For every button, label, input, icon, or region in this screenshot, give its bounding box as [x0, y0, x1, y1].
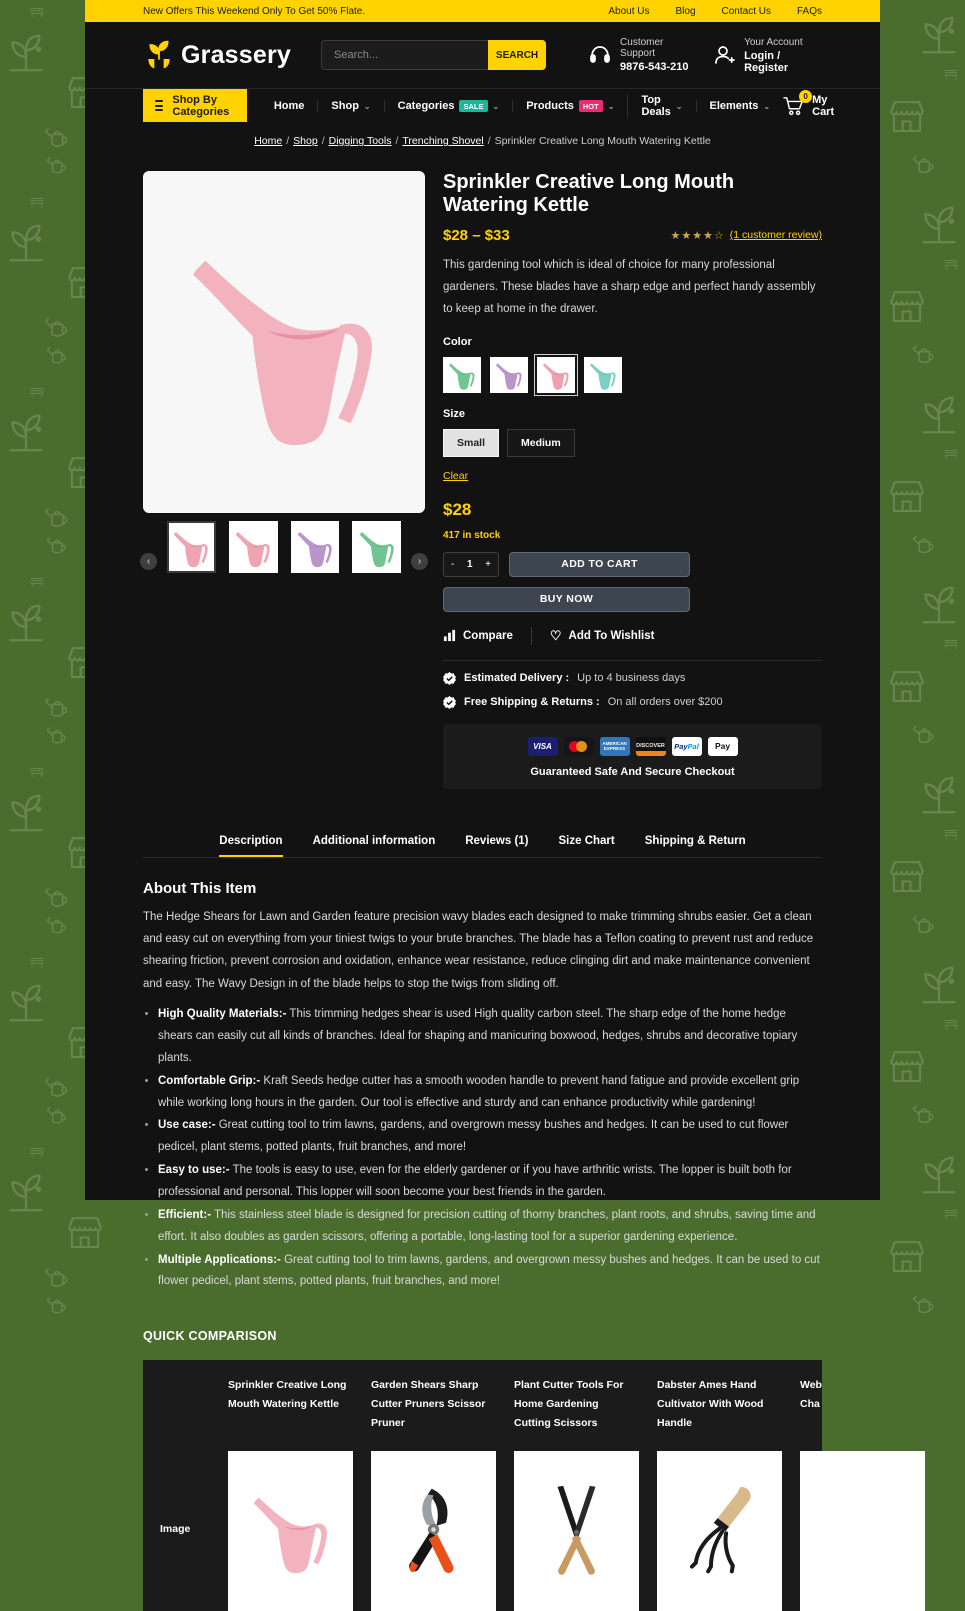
gallery-thumbnails	[143, 521, 425, 573]
comparison-image-cell	[800, 1447, 943, 1611]
comparison-product-image-pruner	[371, 1451, 496, 1611]
qty-value: 1	[466, 558, 473, 570]
can-pattern-icon	[44, 912, 70, 943]
sprout-pattern-icon	[3, 220, 49, 271]
top-promo-bar	[85, 0, 880, 22]
breadcrumb-link-trenching-shovel[interactable]: Trenching Shovel	[402, 135, 484, 147]
bench-pattern-icon	[942, 1016, 960, 1039]
breadcrumb-separator: /	[395, 135, 399, 147]
store-pattern-icon	[886, 1236, 928, 1283]
brand-name: Grassery	[181, 40, 292, 69]
can-pattern-icon	[44, 152, 70, 183]
bench-pattern-icon	[28, 384, 46, 407]
can-pattern-icon	[910, 150, 938, 183]
bench-pattern-icon	[942, 636, 960, 659]
topbar-links	[608, 6, 822, 17]
comparison-corner-cell	[143, 1360, 228, 1447]
can-pattern-icon	[910, 910, 938, 943]
cart-count-badge: 0	[799, 90, 812, 103]
shipping-info: Free Shipping & Returns : On all orders over $200	[443, 696, 822, 709]
sprout-pattern-icon	[3, 600, 49, 651]
discover-icon: DISCOVER	[636, 737, 666, 756]
gallery-prev-arrow[interactable]: ‹	[140, 553, 157, 570]
size-options	[443, 429, 822, 457]
my-cart-button[interactable]	[783, 89, 834, 122]
nav-item-shop[interactable]: Shop ⌄	[317, 100, 383, 112]
can-pattern-icon	[910, 530, 938, 563]
color-swatch-green[interactable]	[443, 357, 481, 393]
search-input[interactable]	[321, 40, 488, 70]
bench-pattern-icon	[28, 574, 46, 597]
logo-icon	[143, 39, 175, 71]
comparison-product-name: Plant Cutter Tools For Home Gardening Cutting Scissors	[514, 1379, 624, 1429]
add-to-cart-button[interactable]: ADD TO CART	[509, 552, 690, 577]
color-swatch-teal[interactable]	[584, 357, 622, 393]
compare-button[interactable]: Compare	[443, 629, 513, 642]
can-pattern-icon	[910, 1100, 938, 1133]
customer-support	[588, 37, 696, 73]
color-label: Color	[443, 335, 472, 348]
gallery-thumbnail-1[interactable]	[167, 521, 216, 573]
comparison-product-name: Web Cha	[800, 1379, 822, 1411]
store-pattern-icon	[886, 666, 928, 713]
bench-pattern-icon	[28, 764, 46, 787]
nav-item-home[interactable]: Home	[273, 99, 305, 112]
sprout-pattern-icon	[916, 962, 962, 1013]
compare-icon	[443, 629, 456, 642]
about-bullet: • High Quality Materials:- This trimming hedges shear is used High quality carbon steel. The sharp edge of the home hedge shears can easily cut all kinds of branches. Ideal for shaping and manicuring boxwood, hedges, shrubs and decorative topiary plants.	[158, 1004, 822, 1070]
nav-item-products[interactable]: Products HOT ⌄	[512, 100, 627, 112]
sale-badge: SALE	[459, 100, 487, 112]
size-label: Size	[443, 407, 466, 420]
can-pattern-icon	[910, 720, 938, 753]
selected-price: $28	[443, 499, 472, 519]
can-pattern-icon	[44, 722, 70, 753]
comparison-image-cell	[371, 1447, 514, 1611]
chevron-down-icon: ⌄	[492, 101, 500, 111]
bench-pattern-icon	[28, 1144, 46, 1167]
comparison-image-cell	[514, 1447, 657, 1611]
account-icon	[712, 43, 736, 67]
about-intro: The Hedge Shears for Lawn and Garden feature precision wavy blades each designed to make trimming shrubs easier. Get a clean and easy cut on everything from your tiniest twigs to your brute branches. The blade has a Teflon coating to prevent rust and reduce shearing friction, prevent corrosion and oxidation, enhance wear resistance, reduce clinging dirt and make maintenance convenient and easy. The Wavy Design in of the blade helps to stop the twigs from sliding off.	[143, 910, 814, 990]
gallery-next-arrow[interactable]: ›	[411, 553, 428, 570]
bench-pattern-icon	[942, 446, 960, 469]
comparison-product-image-hand-cultivator	[657, 1451, 782, 1611]
size-button-small[interactable]: Small	[443, 429, 499, 457]
about-bullet: • Comfortable Grip:- Kraft Seeds hedge cutter has a smooth wooden handle to prevent hand fatigue and provide excellent grip while working long hours in the garden. Our tool is effective and sturdy and can enhance productivity while gardening!	[158, 1071, 822, 1115]
main-nav	[85, 88, 880, 122]
nav-item-categories[interactable]: Categories SALE ⌄	[384, 100, 513, 112]
clear-link[interactable]: Clear	[443, 469, 469, 482]
chevron-down-icon: ⌄	[675, 101, 683, 111]
sprout-pattern-icon	[3, 980, 49, 1031]
gallery-thumbnail-2[interactable]	[229, 521, 278, 573]
apple-pay-icon: Pay	[708, 737, 738, 756]
hamburger-icon	[155, 98, 163, 114]
right-pattern-strip	[880, 0, 965, 1200]
size-button-medium[interactable]: Medium	[507, 429, 575, 457]
shop-by-categories-button[interactable]	[143, 89, 247, 122]
topbar-link-about-us[interactable]: About Us	[608, 5, 650, 17]
hot-badge: HOT	[579, 100, 603, 112]
tab-size-chart[interactable]: Size Chart	[558, 834, 615, 847]
sprout-pattern-icon	[3, 790, 49, 841]
can-pattern-icon	[910, 340, 938, 373]
search-bar	[321, 40, 546, 70]
tab-reviews-1-[interactable]: Reviews (1)	[465, 834, 529, 847]
about-bullets	[143, 1004, 822, 1293]
mastercard-icon	[564, 737, 594, 756]
cart-icon	[783, 91, 808, 116]
visa-icon: VISA	[528, 737, 558, 756]
can-pattern-icon	[44, 1292, 70, 1323]
can-pattern-icon	[44, 1102, 70, 1133]
comparison-row-label: Image	[160, 1522, 191, 1535]
secure-checkout-text: Guaranteed Safe And Secure Checkout	[530, 765, 735, 778]
breadcrumb-link-digging-tools[interactable]: Digging Tools	[328, 135, 392, 147]
promo-text: New Offers This Weekend Only To Get 50% Flate.	[143, 5, 366, 17]
header	[85, 22, 880, 88]
comparison-product-name: Garden Shears Sharp Cutter Pruners Scissor Pruner	[371, 1379, 486, 1429]
breadcrumb-separator: /	[286, 135, 290, 147]
breadcrumb-current: Sprinkler Creative Long Mouth Watering Kettle	[494, 135, 711, 147]
support-phone[interactable]: 9876-543-210	[620, 61, 689, 73]
sprout-pattern-icon	[3, 410, 49, 461]
delivery-info: Estimated Delivery : Up to 4 business days	[443, 672, 822, 685]
sprout-pattern-icon	[3, 30, 49, 81]
tab-additional-information[interactable]: Additional information	[312, 834, 436, 847]
can-pattern-icon	[44, 342, 70, 373]
color-swatch-purple[interactable]	[490, 357, 528, 393]
sprout-pattern-icon	[916, 392, 962, 443]
topbar-link-contact-us[interactable]: Contact Us	[721, 5, 771, 17]
about-heading: About This Item	[143, 879, 257, 897]
shop-by-categories-label: Shop By Categories	[172, 93, 230, 118]
chevron-down-icon: ⌄	[763, 101, 771, 111]
can-pattern-icon	[44, 532, 70, 563]
breadcrumb-separator: /	[487, 135, 491, 147]
nav-menu	[261, 89, 783, 122]
sprout-pattern-icon	[916, 1152, 962, 1203]
about-bullet: • Easy to use:- The tools is easy to use, even for the elderly gardener or if you have arthritic wrists. The lopper is built both for professional and personal. This lopper will soon become your best friends in the garden.	[158, 1160, 822, 1204]
chevron-down-icon: ⌄	[363, 101, 371, 111]
topbar-link-faqs[interactable]: FAQs	[796, 5, 822, 17]
breadcrumb-link-home[interactable]: Home	[254, 135, 283, 147]
support-label: Customer Support	[620, 37, 664, 59]
sprout-pattern-icon	[916, 202, 962, 253]
bench-pattern-icon	[28, 954, 46, 977]
quick-comparison-section	[85, 1329, 880, 1611]
sprout-pattern-icon	[916, 12, 962, 63]
breadcrumb-link-shop[interactable]: Shop	[293, 135, 318, 147]
can-pattern-icon	[910, 1290, 938, 1323]
store-pattern-icon	[886, 856, 928, 903]
price-range: $28 – $33	[443, 226, 510, 244]
buy-now-button[interactable]: BUY NOW	[443, 587, 690, 612]
payment-icons	[453, 737, 812, 756]
check-badge-icon	[443, 672, 456, 685]
product-tabs	[85, 835, 880, 857]
about-bullet: • Use case:- Great cutting tool to trim lawns, gardens, and overgrown messy bushes and hedges. It can be used to cut flower pedicel, plant stems, potted plants, fruit branches, and more!	[158, 1115, 822, 1159]
comparison-product-name: Sprinkler Creative Long Mouth Watering Kettle	[228, 1379, 347, 1411]
store-pattern-icon	[886, 96, 928, 143]
add-to-wishlist-button[interactable]: ♡ Add To Wishlist	[549, 627, 655, 643]
amex-icon: AMERICAN EXPRESS	[600, 737, 630, 756]
product-title: Sprinkler Creative Long Mouth Watering Kettle	[443, 171, 735, 216]
topbar-link-blog[interactable]: Blog	[675, 5, 696, 17]
bench-pattern-icon	[942, 826, 960, 849]
qty-minus-button[interactable]: -	[451, 558, 455, 570]
gallery-thumbnail-3[interactable]	[291, 521, 340, 573]
comparison-product-image-watering-can	[228, 1451, 353, 1611]
check-badge-icon	[443, 696, 456, 709]
nav-item-elements[interactable]: Elements ⌄	[696, 100, 784, 112]
bench-pattern-icon	[28, 4, 46, 27]
color-swatch-pink[interactable]	[537, 357, 575, 393]
comparison-product-image-clipped	[800, 1451, 925, 1611]
quantity-stepper[interactable]	[443, 552, 499, 577]
nav-item-top-deals[interactable]: Top Deals ⌄	[627, 94, 695, 118]
quick-comparison-heading: QUICK COMPARISON	[143, 1329, 277, 1344]
tab-description[interactable]: Description	[219, 835, 282, 857]
secure-checkout-box	[443, 724, 822, 789]
account-area	[712, 37, 822, 74]
product-gallery	[143, 171, 425, 789]
customer-review-link[interactable]: (1 customer review)	[729, 229, 822, 241]
sprout-pattern-icon	[916, 772, 962, 823]
rating: ★★★★☆ (1 customer review)	[670, 229, 822, 242]
tab-shipping-return[interactable]: Shipping & Return	[644, 834, 746, 847]
store-pattern-icon	[886, 286, 928, 333]
store-pattern-icon	[886, 476, 928, 523]
sprout-pattern-icon	[916, 582, 962, 633]
brand-logo[interactable]	[143, 39, 291, 71]
description-panel	[85, 880, 880, 1294]
comparison-image-cell	[657, 1447, 800, 1611]
color-swatches	[443, 357, 822, 393]
my-cart-label: My Cart	[812, 93, 835, 118]
breadcrumb-separator: /	[321, 135, 325, 147]
about-bullet: • Efficient:- This stainless steel blade is designed for precision cutting of thorny branches, plant roots, and shrubs, saving time and effort. It also doubles as garden scissors, offering a portable, long-lasting tool for a superior gardening experience.	[158, 1205, 822, 1249]
qty-plus-button[interactable]: +	[485, 558, 491, 570]
left-pattern-strip	[0, 0, 85, 1200]
breadcrumb	[85, 135, 880, 147]
comparison-table	[143, 1360, 822, 1611]
bench-pattern-icon	[28, 194, 46, 217]
heart-icon: ♡	[549, 627, 562, 643]
sprout-pattern-icon	[3, 1170, 49, 1221]
gallery-thumbnail-4[interactable]	[352, 521, 401, 573]
comparison-product-name: Dabster Ames Hand Cultivator With Wood Handle	[657, 1379, 764, 1429]
product-description: This gardening tool which is ideal of choice for many professional gardeners. These blades have a sharp edge and perfect handy assembly to keep at home in the drawer.	[443, 259, 816, 315]
product-details	[443, 171, 822, 789]
login-register-link[interactable]: Login / Register	[744, 49, 789, 74]
product-main-image	[143, 171, 425, 513]
product-section	[85, 147, 880, 789]
page-content	[85, 0, 880, 1535]
about-bullet: • Multiple Applications:- Great cutting tool to trim lawns, gardens, and overgrown messy bushes and hedges. It can be used to cut flower pedicel, plant stems, potted plants, fruit branches, and more!	[158, 1250, 822, 1294]
star-rating-icon: ★★★★	[670, 230, 714, 242]
comparison-image-cell	[228, 1447, 371, 1611]
paypal-icon: Pay Pal	[672, 737, 702, 756]
headset-icon	[588, 43, 612, 67]
search-button[interactable]: SEARCH	[488, 40, 546, 70]
chevron-down-icon: ⌄	[607, 101, 615, 111]
stock-status: 417 in stock	[443, 529, 501, 541]
bench-pattern-icon	[942, 1206, 960, 1229]
account-label: Your Account	[744, 36, 803, 48]
comparison-product-image-garden-scissors	[514, 1451, 639, 1611]
bench-pattern-icon	[942, 256, 960, 279]
store-pattern-icon	[886, 1046, 928, 1093]
bench-pattern-icon	[942, 66, 960, 89]
